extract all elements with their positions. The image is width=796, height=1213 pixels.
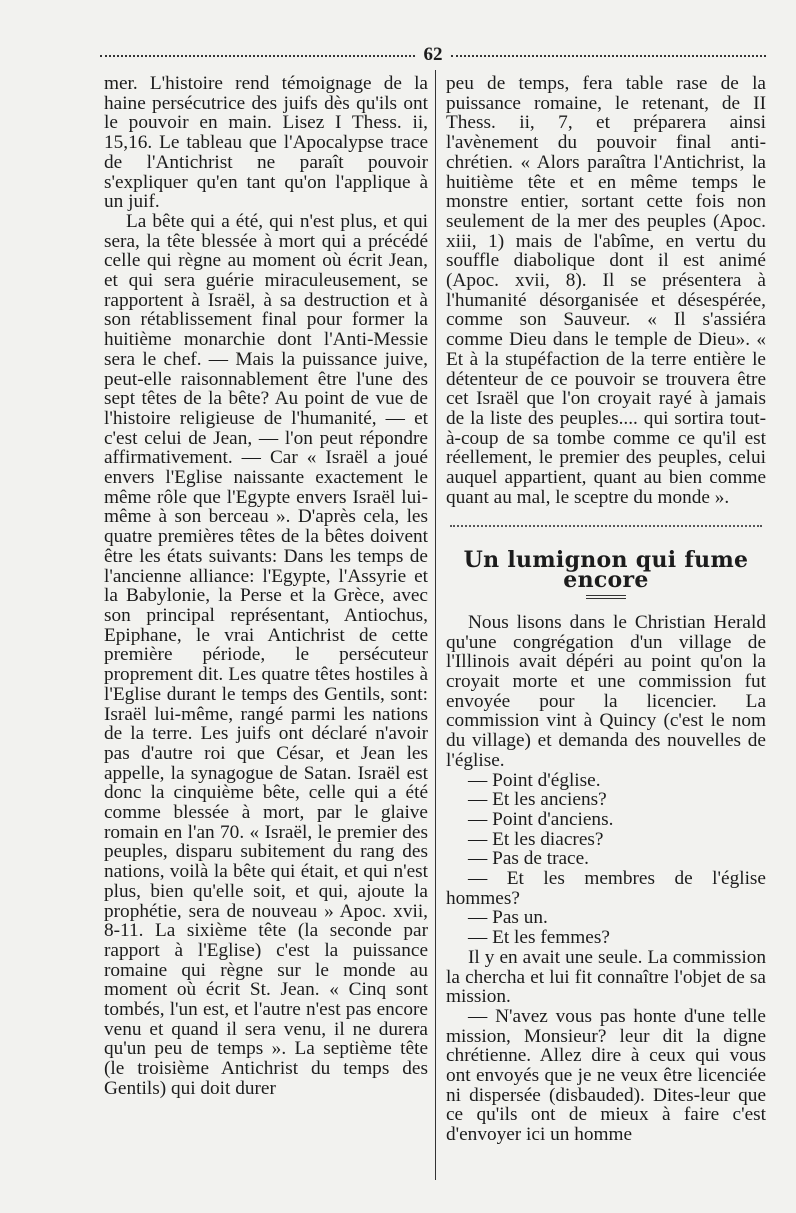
page-number: 62 <box>423 44 443 65</box>
dialog-line: — Et les femmes? <box>468 927 610 949</box>
dialog-line: — Pas de trace. <box>468 848 589 870</box>
right-column <box>446 74 766 1145</box>
dialog-line: — Point d'anciens. <box>468 808 614 830</box>
header-ornament-right <box>451 55 766 57</box>
article-title: Un lumignon qui fume encore <box>463 547 749 594</box>
header-ornament-left <box>100 55 415 57</box>
dialog-line: — Et les membres de l'église hommes? <box>446 868 766 909</box>
section-separator <box>446 507 766 541</box>
dialog-line: — Et les anciens? <box>468 789 607 811</box>
paragraph: — N'avez vous pas honte d'une telle mission, Monsieur? leur dit la digne chrétienne. Allez dire à ceux qui vous ont envoyés que je ne veux être licenciée ni dispersée (disbauded). Dites-leur que ce qu'ils ont de mieux à faire c'est d'envoyer ici un homme <box>446 1005 766 1146</box>
paragraph-continuation: peu de temps, fera table rase de la puissance romaine, le retenant, de II Thess. ii, 7, et préparera ainsi l'avènement du pouvoir final anti-chrétien. « Alors paraîtra l'Antichrist, la huitième tête et en même temps le monstre entier, sortant cette fois non seulement de la mer des peuples (Apoc. xiii, 1) mais de l'abîme, en vertu du souffle diabolique dont il est animé (Apoc. xvii, 8). Il se présentera à l'humanité désorganisée et désespérée, comme son Sauveur. « Il s'assiéra comme Dieu dans le temple de Dieu». « Et à la stupéfaction de la terre entière le détenteur de ce pouvoir se trouvera être cet Israël que l'on croyait rayé à jamais de la liste des peuples.... qui sortira tout-à-coup de sa tombe comme ce qu'il est réellement, le premier des peuples, celui auquel appartient, quant au bien comme quant au mal, le sceptre du monde ». <box>446 73 766 508</box>
dialog-line: — Pas un. <box>468 907 548 929</box>
title-rule <box>586 595 626 599</box>
dialog-line: — Point d'église. <box>468 769 601 791</box>
paragraph: mer. L'histoire rend témoignage de la haine persécutrice des juifs dès qu'ils ont le pouvoir en main. Lisez I Thess. ii, 15,16. Le tableau que l'Apocalypse trace de l'Antichrist ne paraît pouvoir s'expliquer qu'en tant qu'on l'applique à un juif. <box>104 73 428 213</box>
left-column <box>104 74 428 1099</box>
article-intro: Nous lisons dans le Christian Herald qu'une congrégation d'un village de l'Illinois avait dépéri au point qu'on la croyait morte et une commission fut envoyée pour la licencier. La commission vint à Quincy (c'est le nom du village) et demanda des nouvelles de l'église. <box>446 611 766 771</box>
column-divider <box>435 70 436 1180</box>
paragraph: La bête qui a été, qui n'est plus, et qui sera, la tête blessée à mort qui a précédé celle qui règne au moment où écrit Jean, et qui sera guérie miraculeusement, se rapportent à Israël, à sa destruction et à son rétablissement final pour former la huitième monarchie dont l'Anti-Messie sera le chef. — Mais la puissance juive, peut-elle raisonnablement être l'une des sept têtes de la bête? Au point de vue de l'histoire religieuse de l'humanité, — et c'est celui de Jean, — l'on peut répondre affirmativement. — Car « Israël a joué envers l'Eglise naissante exactement le même rôle que l'Egypte envers Israël lui-même à son berceau ». D'après cela, les quatre premières têtes de la bêtes doivent être les états suivants: Dans les temps de l'ancienne alliance: l'Egypte, l'Assyrie et la Babylonie, la Perse et la Grèce, avec son principal représentant, Antiochus, Epiphane, le vrai Antichrist de cette première période, le persécuteur proprement dit. Les quatre têtes hostiles à l'Eglise durant le temps des Gentils, sont: Israël lui-même, rangé parmi les nations de la terre. Les juifs ont déclaré n'avoir pas d'autre roi que César, et Jean les appelle, la synagogue de Satan. Israël est donc la cinquième bête, celle qui a été comme blessée à mort, par le glaive romain en l'an 70. « Israël, le premier des peuples, disparu subitement du rang des nations, voilà la bête qui était, et qui n'est plus, bien qu'elle soit, et qui, ajoute la prophétie, sera de nouveau » Apoc. xvii, 8-11. La sixième tête (la seconde par rapport à l'Eglise) c'est la puissance romaine qui règne sur le monde au moment où écrit St. Jean. « Cinq sont tombés, l'un est, et l'autre n'est pas encore venu et quand il sera venu, il ne durera qu'un peu de temps ». La septième tête (le troisième Antichrist du temps des Gentils) qui doit durer <box>104 210 428 1099</box>
page-header <box>100 44 766 68</box>
dialog-line: — Et les diacres? <box>468 828 604 850</box>
paragraph: Il y en avait une seule. La commission la chercha et lui fit connaître l'objet de sa mission. <box>446 946 766 1008</box>
dialog-list <box>446 771 766 948</box>
